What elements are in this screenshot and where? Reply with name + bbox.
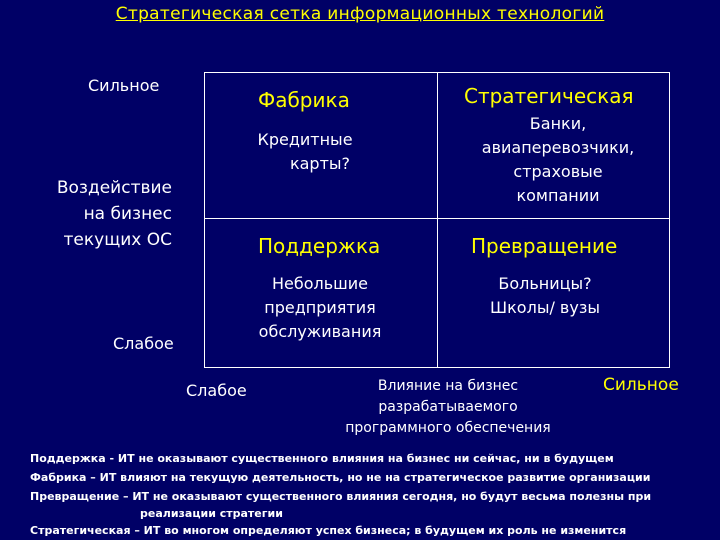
y-axis-low-label: Слабое — [113, 334, 174, 353]
y-axis-high-label: Сильное — [88, 76, 160, 95]
quadrant-example-line: Школы/ вузы — [490, 298, 600, 317]
legend-support: Поддержка - ИТ не оказывают существенного влияния на бизнес ни сейчас, ни в будущем — [30, 452, 614, 465]
quadrant-example-line: Небольшие — [271, 274, 369, 293]
quadrant-example-line: Кредитные — [257, 130, 353, 149]
x-axis-low-label: Слабое — [186, 381, 247, 400]
legend-turnaround: Превращение – ИТ не оказывают существенного влияния сегодня, но будут весьма полезны при — [30, 490, 652, 503]
x-axis-title — [318, 376, 578, 439]
y-axis-title-line: Воздействие — [56, 178, 172, 198]
matrix-horizontal-divider — [204, 218, 670, 219]
quadrant-example-line: Банки, — [529, 114, 587, 133]
legend-turnaround-cont: реализации стратегии — [140, 507, 283, 520]
matrix-vertical-divider — [437, 72, 438, 368]
quadrant-support-examples — [240, 272, 400, 344]
y-axis-title — [22, 175, 172, 253]
quadrant-support-name: Поддержка — [258, 234, 381, 258]
x-axis-high-label: Сильное — [603, 375, 679, 395]
y-axis-title-line: текущих ОС — [63, 230, 172, 250]
legend-strategic: Стратегическая – ИТ во многом определяют успех бизнеса; в будущем их роль не изменится — [30, 524, 627, 537]
quadrant-example-line: компании — [516, 186, 600, 205]
quadrant-strategic-name: Стратегическая — [464, 84, 634, 108]
x-axis-title-line: разрабатываемого — [378, 399, 518, 415]
y-axis-title-line: на бизнес — [83, 204, 172, 224]
quadrant-factory-name: Фабрика — [258, 88, 350, 112]
quadrant-example-line: авиаперевозчики, — [481, 138, 635, 157]
quadrant-example-line: обслуживания — [258, 322, 382, 341]
quadrant-example-line: страховые — [513, 162, 603, 181]
quadrant-factory-examples — [240, 128, 370, 176]
x-axis-title-line: Влияние на бизнес — [377, 378, 519, 394]
quadrant-example-line: карты? — [289, 154, 351, 173]
slide-title: Стратегическая сетка информационных технологий — [115, 4, 605, 24]
quadrant-example-line: Больницы? — [498, 274, 592, 293]
legend-factory: Фабрика – ИТ влияют на текущую деятельность, но не на стратегическое развитие организации — [30, 471, 651, 484]
quadrant-example-line: предприятия — [264, 298, 376, 317]
quadrant-turnaround-name: Превращение — [471, 234, 618, 258]
quadrant-turnaround-examples — [470, 272, 620, 320]
x-axis-title-line: программного обеспечения — [345, 420, 551, 436]
quadrant-strategic-examples — [458, 112, 658, 208]
